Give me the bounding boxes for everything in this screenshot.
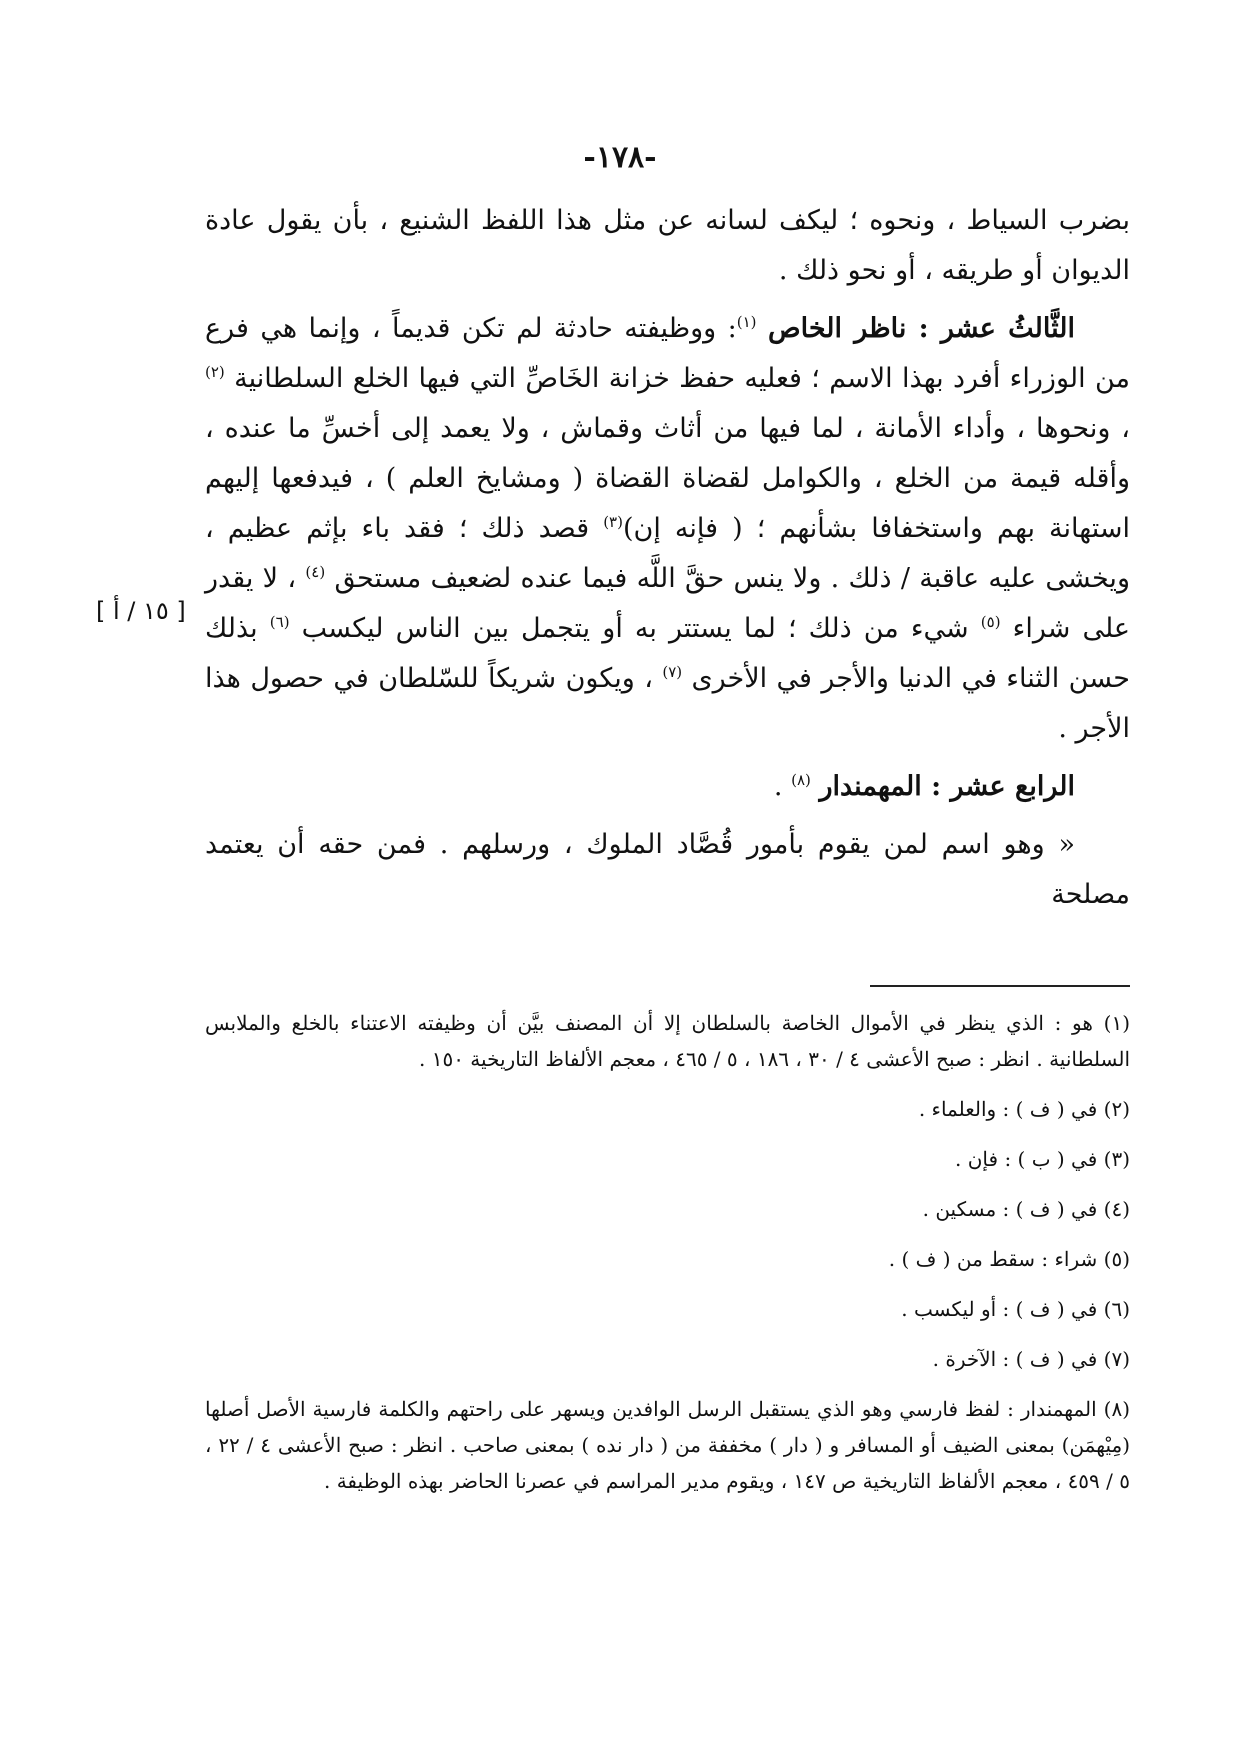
paragraph-2-text-1: : ووظيفته حادثة لم تكن قديماً ، وإنما هي فرع من الوزراء أفرد بهذا الاسم ؛ فعليه حفظ خزانة الخَاصِّ التي فيها الخلع السلطانية [205, 313, 1130, 394]
footnote-3: (٣) في ( ب ) : فإن . [955, 1147, 1130, 1171]
paragraph-2-text-5: شيء من ذلك ؛ لما يستتر به أو يتجمل بين الناس ليكسب [301, 613, 969, 644]
page-number: -١٧٨- [583, 140, 657, 175]
main-text [205, 196, 1130, 928]
paragraph-2-text-7: ، ويكون شريكاً للسّلطان في حصول هذا الأجر . [205, 663, 1130, 744]
footnote-1: (١) هو : الذي ينظر في الأموال الخاصة بالسلطان إلا أن المصنف بيَّن أن وظيفته الاعتناء بالخلع والملابس السلطانية . انظر : صبح الأعشى ٤ / ٣٠ ، ١٨٦ ، ٥ / ٤٦٥ ، معجم الألفاظ التاريخية ١٥٠ . [205, 1011, 1130, 1071]
footnote-7: (٧) في ( ف ) : الآخرة . [932, 1347, 1130, 1371]
footnotes [205, 1005, 1130, 1513]
footnote-marker-5[interactable]: (٥) [980, 613, 1001, 631]
manuscript-folio-marker: [ ١٥ / أ ] [96, 597, 186, 625]
paragraph-2-text-2: ، ونحوها ، وأداء الأمانة ، لما فيها من أثاث وقماش ، ولا يعمد إلى أخسِّ ما عنده ، وأقله قيمة من الخلع ، والكوامل لقضاة القضاة ( ومشايخ العلم ) ، فيدفعها إليهم استهانة بهم واستخفافا بشأنهم ؛ ( فإنه إن) [205, 413, 1130, 544]
footnote-2: (٢) في ( ف ) : والعلماء . [918, 1097, 1130, 1121]
paragraph-2-text-3: قصد ذلك ؛ فقد باء بإثم عظيم ، ويخشى عليه عاقبة / ذلك . ولا ينس حقَّ اللَّه فيما عنده لضعيف مستحق [205, 513, 1130, 594]
paragraph-3 [205, 762, 1130, 812]
footnote-5: (٥) شراء : سقط من ( ف ) . [888, 1247, 1130, 1271]
footnote-6: (٦) في ( ف ) : أو ليكسب . [901, 1297, 1130, 1321]
footnote-marker-1[interactable]: (١) [736, 313, 757, 331]
footnote-marker-6[interactable]: (٦) [269, 613, 290, 631]
paragraph-1: بضرب السياط ، ونحوه ؛ ليكف لسانه عن مثل هذا اللفظ الشنيع ، بأن يقول عادة الديوان أو طريقه ، أو نحو ذلك . [205, 205, 1130, 286]
paragraph-4: « وهو اسم لمن يقوم بأمور قُصَّاد الملوك ، ورسلهم . فمن حقه أن يعتمد مصلحة [205, 829, 1130, 910]
footnote-marker-4[interactable]: (٤) [305, 563, 326, 581]
paragraph-3-tail: . [773, 771, 783, 802]
footnote-8: (٨) المهمندار : لفظ فارسي وهو الذي يستقبل الرسل الوافدين ويسهر على راحتهم والكلمة فارسية الأصل أصلها (مِيْهمَن) بمعنى الضيف أو المسافر و ( دار ) مخففة من ( دار نده ) بمعنى صاحب . انظر : صبح الأعشى ٤ / ٢٢ ، ٥ / ٤٥٩ ، معجم الألفاظ التاريخية ص ١٤٧ ، ويقوم مدير المراسم في عصرنا الحاضر بهذه الوظيفة . [205, 1397, 1131, 1493]
footnote-marker-8[interactable]: (٨) [791, 771, 811, 789]
footnote-4: (٤) في ( ف ) : مسكين . [922, 1197, 1130, 1221]
footnote-marker-7[interactable]: (٧) [662, 663, 683, 681]
paragraph-2-text-6: بذلك حسن الثناء في الدنيا والأجر في الأخرى [205, 613, 1130, 694]
footnote-marker-3[interactable]: (٣) [603, 513, 623, 531]
section-heading-13: الثَّالثُ عشر : ناظر الخاص [767, 313, 1076, 344]
section-heading-14: الرابع عشر : المهمندار [819, 771, 1075, 802]
paragraph-2-text-4: ، لا يقدر على شراء [205, 563, 1130, 644]
footnote-marker-2[interactable]: (٢) [205, 363, 225, 381]
paragraph-2 [205, 304, 1130, 754]
footnote-separator [870, 985, 1130, 987]
